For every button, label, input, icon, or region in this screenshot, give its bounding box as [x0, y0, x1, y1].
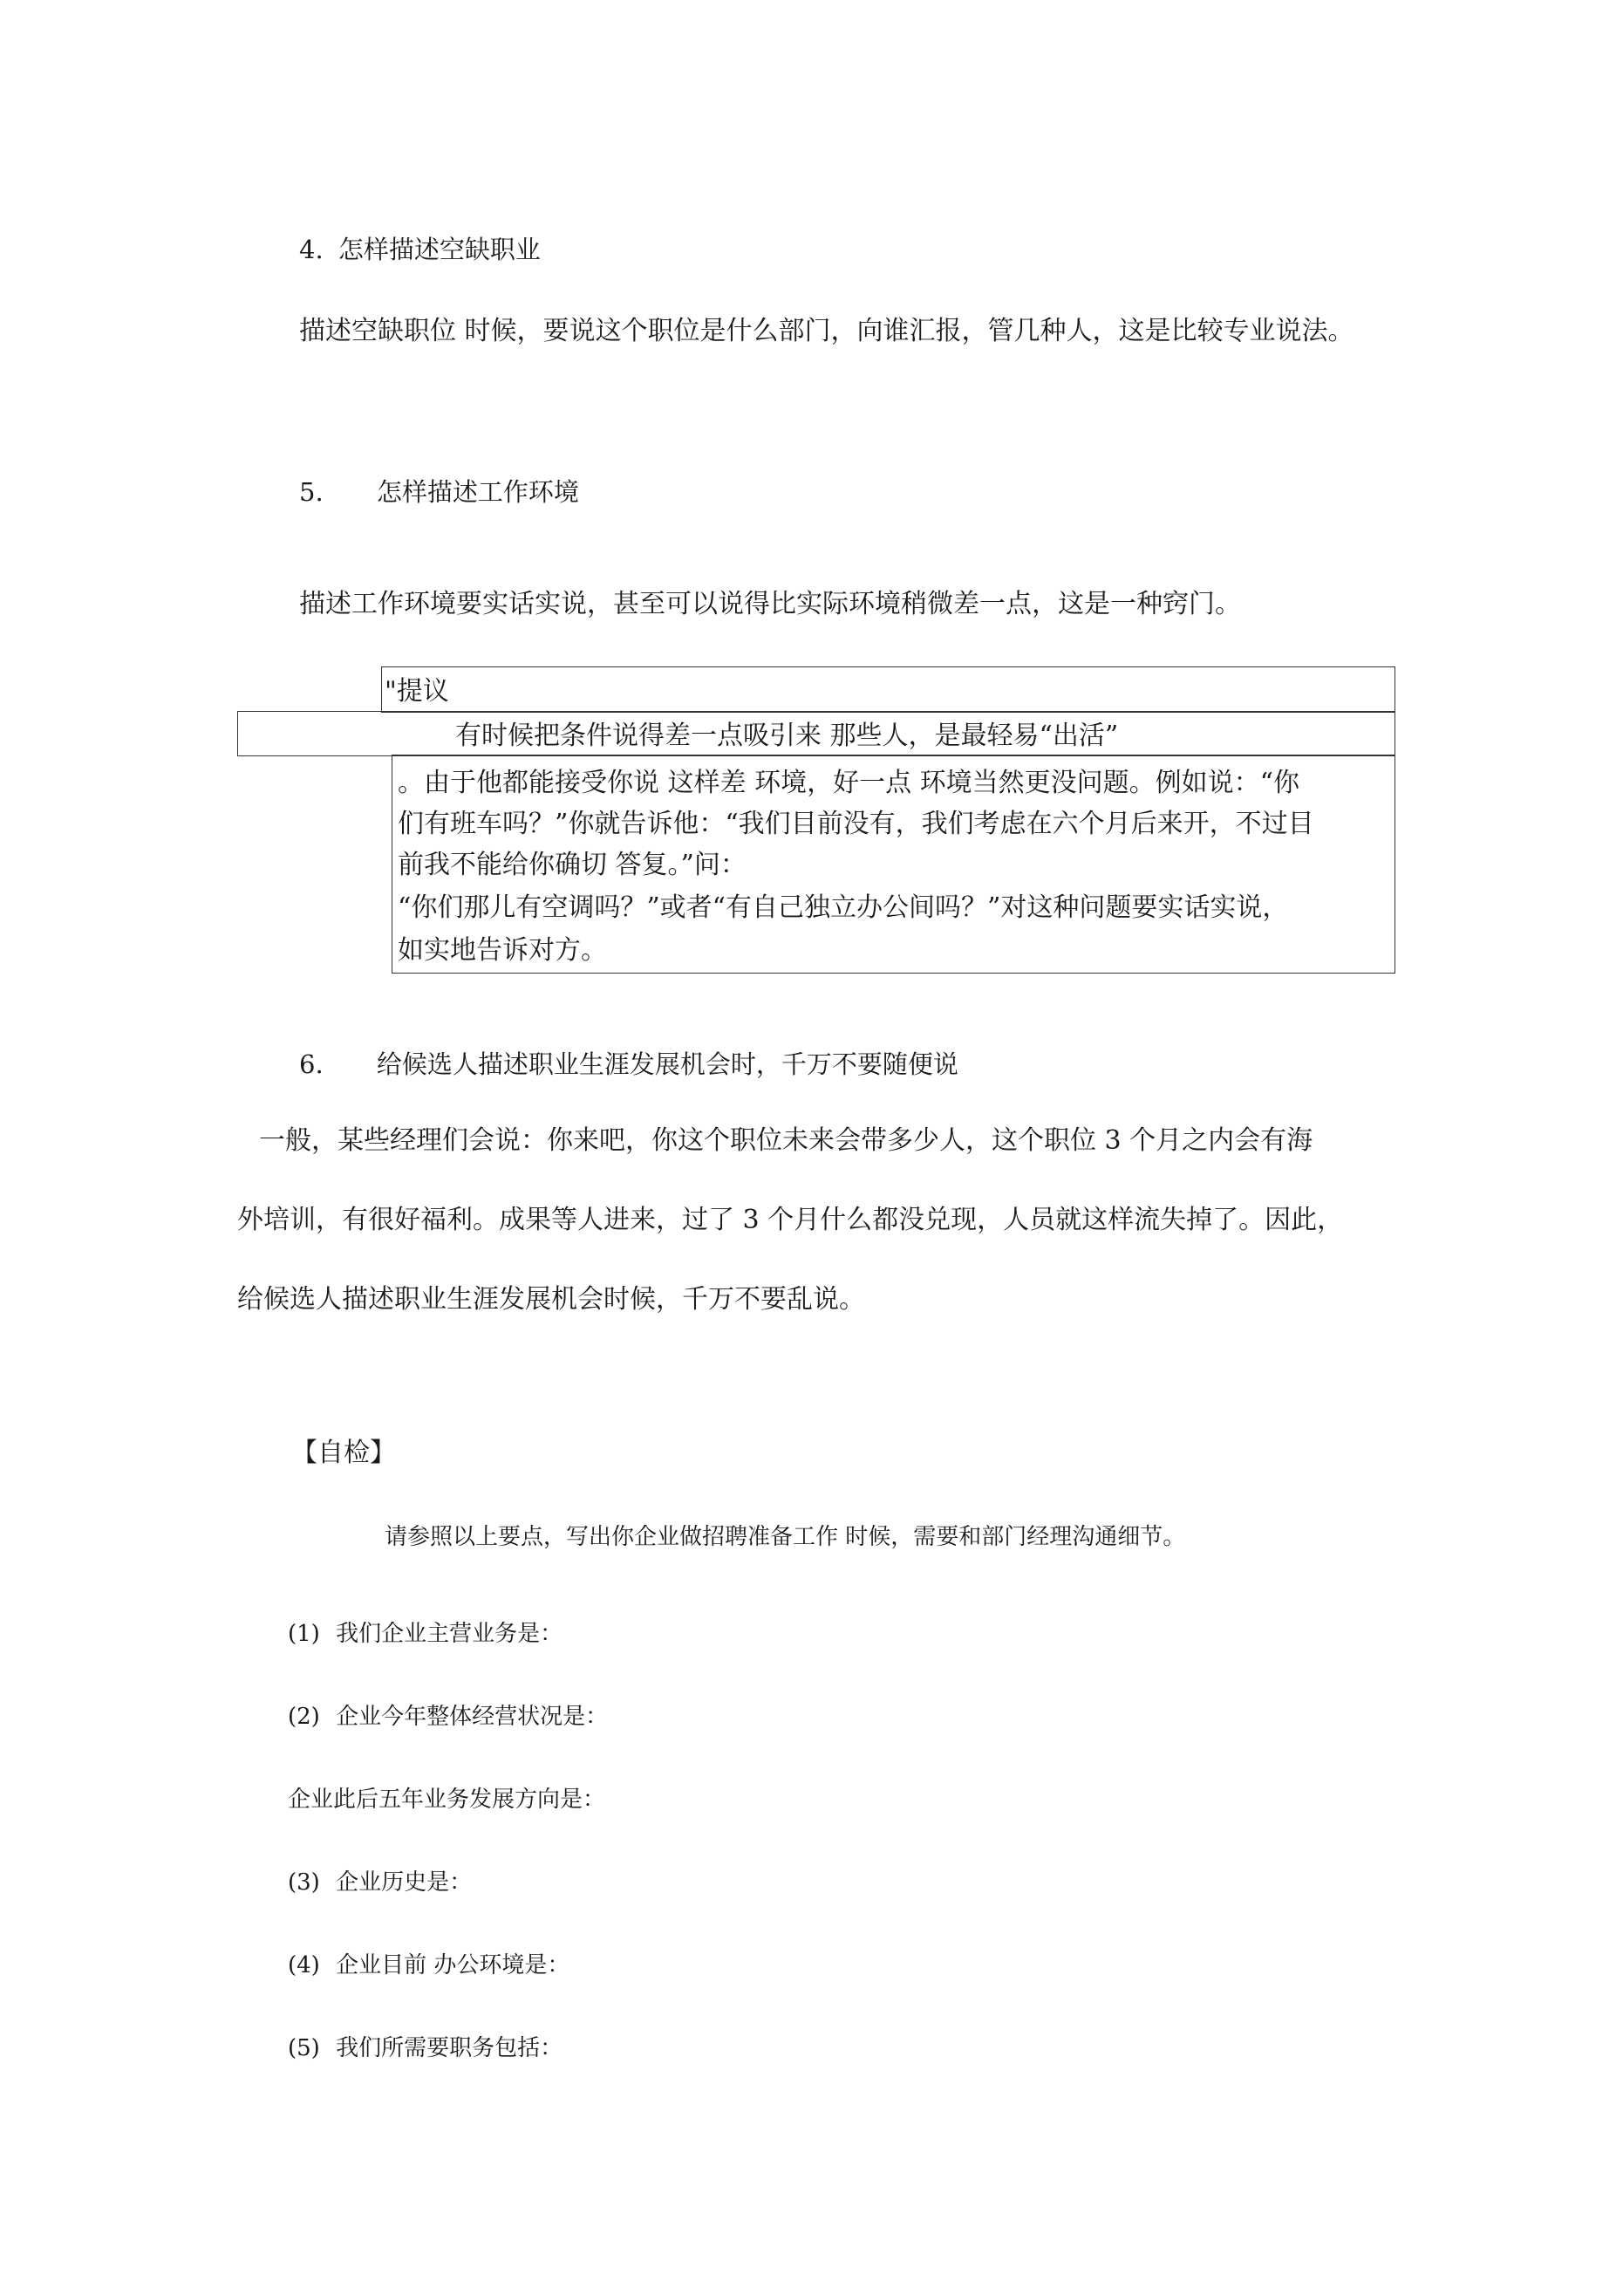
self-check-title: 【自检】 [291, 1438, 396, 1468]
self-check-item-4 [288, 1954, 569, 1977]
section6-heading-number: 6. [299, 1049, 324, 1079]
section5-heading-text: 怎样描述工作环境 [376, 477, 579, 507]
self-check-item-number: (5) [288, 2035, 320, 2061]
self-check-item-text: 企业目前 办公环境是： [336, 1952, 570, 1978]
self-check-item-text: 企业此后五年业务发展方向是： [288, 1787, 606, 1813]
self-check-item-number: (3) [288, 1869, 320, 1896]
self-check-item-number: (4) [288, 1952, 320, 1978]
section6-line3: 给候选人描述职业生涯发展机会时候，千万不要乱说。 [237, 1284, 865, 1315]
section6-line2: 外培训，有很好福利。成果等人进来，过了 3 个月什么都没兑现，人员就这样流失掉了。因此， [237, 1205, 1344, 1235]
self-check-item-1 [288, 1623, 563, 1645]
self-check-item-2 [288, 1705, 608, 1728]
self-check-item-number: (2) [288, 1704, 320, 1730]
self-check-item-text: 企业今年整体经营状况是： [336, 1704, 609, 1730]
section6-heading [299, 1049, 958, 1079]
section6-heading-text: 给候选人描述职业生涯发展机会时，千万不要随便说 [376, 1049, 958, 1079]
section4-body: 描述空缺职位 时候，要说这个职位是什么部门，向谁汇报，管几种人，这是比较专业说法。 [299, 316, 1354, 346]
section4-heading-text: 怎样描述空缺职业 [338, 235, 541, 264]
section5-heading [299, 477, 579, 507]
self-check-item-text: 我们所需要职务包括： [336, 2035, 563, 2061]
tip-box-line1: 有时候把条件说得差一点吸引来 那些人，是最轻易“出活” [455, 721, 1119, 751]
self-check-item-3 [288, 1871, 472, 1894]
self-check-intro: 请参照以上要点，写出你企业做招聘准备工作 时候，需要和部门经理沟通细节。 [385, 1524, 1186, 1550]
section4-heading-number: 4. [299, 235, 324, 264]
section6-line1: 一般，某些经理们会说：你来吧，你这个职位未来会带多少人，这个职位 3 个月之内会有海 [259, 1125, 1313, 1156]
section5-heading-number: 5. [299, 477, 324, 507]
tip-box-title: "提议 [385, 676, 449, 707]
tip-box-line4: 前我不能给你确切 答复。”问： [398, 850, 747, 880]
self-check-item-text: 企业历史是： [336, 1869, 473, 1896]
self-check-item-text: 我们企业主营业务是： [336, 1621, 563, 1647]
tip-box-title-frame [381, 666, 1395, 713]
section5-body: 描述工作环境要实话实说，甚至可以说得比实际环境稍微差一点，这是一种窍门。 [299, 589, 1241, 619]
self-check-item-5 [288, 2037, 563, 2060]
tip-box-line6: 如实地告诉对方。 [398, 935, 607, 966]
tip-box-line2: 。由于他都能接受你说 这样差 环境，好一点 环境当然更没问题。例如说：“你 [398, 768, 1299, 798]
self-check-item-number: (1) [288, 1621, 320, 1647]
self-check-item-2b [288, 1788, 605, 1811]
tip-box-line3: 们有班车吗？”你就告诉他：“我们目前没有，我们考虑在六个月后来开，不过目 [398, 809, 1314, 839]
tip-box-line5: “你们那儿有空调吗？”或者“有自己独立办公间吗？”对这种问题要实话实说， [398, 892, 1289, 923]
section4-heading [299, 237, 541, 263]
